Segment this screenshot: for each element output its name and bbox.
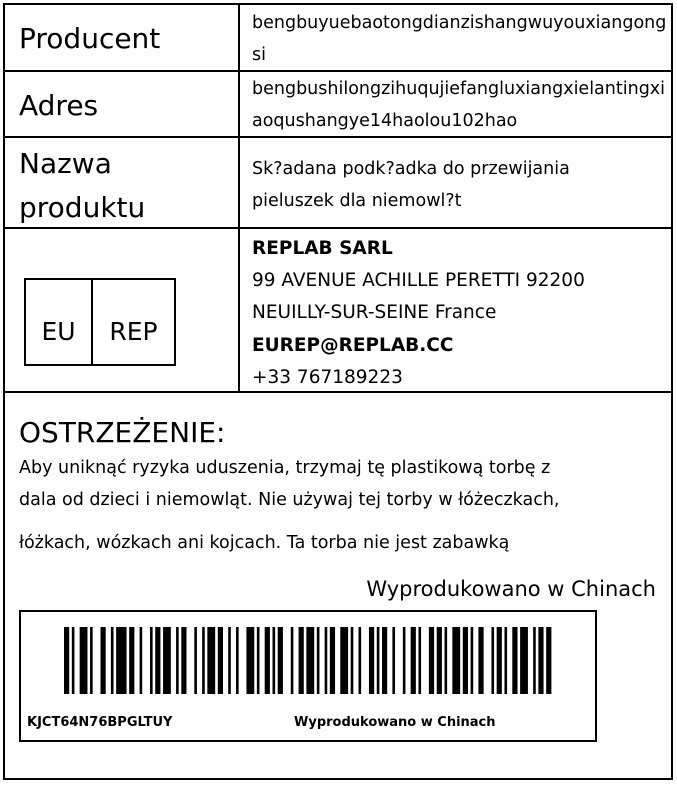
product-name-label-line1: Nazwa <box>19 147 112 180</box>
barcode-bar <box>351 627 354 694</box>
barcode-bar <box>330 627 335 694</box>
barcode-bar <box>463 627 468 694</box>
barcode-bar <box>278 627 283 694</box>
barcode-bar <box>437 627 442 694</box>
eu-rep-badge <box>24 278 176 366</box>
barcode-bar <box>181 627 186 694</box>
eu-rep-street: 99 AVENUE ACHILLE PERETTI 92200 <box>252 270 585 291</box>
barcode-bar <box>546 627 551 694</box>
barcode-bar <box>359 627 362 694</box>
eu-rep-badge-rep: REP <box>109 317 158 346</box>
barcode-bar <box>392 627 395 694</box>
barcode-bar <box>207 627 215 694</box>
address-label: Adres <box>19 89 99 122</box>
barcode-bar <box>72 627 75 694</box>
barcode-bar <box>382 627 387 694</box>
barcode-bar <box>340 627 348 694</box>
column-divider <box>238 5 240 393</box>
made-in-text: Wyprodukowano w Chinach <box>366 577 656 601</box>
barcode-bar <box>377 627 380 694</box>
barcode-bar <box>265 627 270 694</box>
warning-title: OSTRZEŻENIE: <box>19 416 226 449</box>
barcode-image <box>64 627 554 694</box>
eu-rep-company: REPLAB SARL <box>252 238 393 259</box>
eu-rep-phone: +33 767189223 <box>252 367 403 388</box>
barcode-bar <box>325 627 328 694</box>
barcode-bar <box>155 627 160 694</box>
barcode-bar <box>291 627 294 694</box>
barcode-bar <box>176 627 179 694</box>
barcode-bar <box>317 627 320 694</box>
warning-line-2: dala od dzieci i niemowląt. Nie używaj tej torby w łóżeczkach, <box>19 490 560 510</box>
barcode-bar <box>80 627 88 694</box>
barcode-bar <box>163 627 171 694</box>
barcode-bar <box>236 627 239 694</box>
warning-line-1: Aby uniknąć ryzyka uduszenia, trzymaj tę plastikową torbę z <box>19 458 551 478</box>
product-label <box>3 3 673 780</box>
eu-rep-badge-eu: EU <box>26 280 93 364</box>
address-value: bengbushilongzihuqujiefangluxiangxielantingxiaoqushangye14haolou102hao <box>252 79 666 131</box>
barcode-bar <box>452 627 460 694</box>
barcode-bar <box>194 627 197 694</box>
eu-rep-city: NEUILLY-SUR-SEINE France <box>252 302 497 323</box>
barcode-bar <box>471 627 474 694</box>
barcode-bar <box>478 627 483 694</box>
warning-line-3: łóżkach, wózkach ani kojcach. Ta torba nie jest zabawką <box>19 533 510 553</box>
product-name-value: Sk?adana podk?adka do przewijania pieluszek dla niemowl?t <box>252 159 570 211</box>
barcode-bar <box>273 627 276 694</box>
barcode-bar <box>140 627 143 694</box>
eu-rep-email: EUREP@REPLAB.CC <box>252 335 454 356</box>
barcode-box <box>19 610 597 742</box>
barcode-made-in: Wyprodukowano w Chinach <box>294 715 496 730</box>
barcode-code: KJCT64N76BPGLTUY <box>27 715 173 730</box>
barcode-bar <box>497 627 502 694</box>
product-name-label-line2: produktu <box>19 191 146 224</box>
barcode-bar <box>299 627 304 694</box>
barcode-bar <box>429 627 434 694</box>
barcode-bar <box>418 627 421 694</box>
barcode-bar <box>129 627 134 694</box>
barcode-bar <box>90 627 93 694</box>
barcode-bar <box>520 627 528 694</box>
barcode-bar <box>111 627 114 694</box>
barcode-bar <box>116 627 126 694</box>
barcode-bar <box>403 627 406 694</box>
barcode-bar <box>228 627 231 694</box>
barcode-bar <box>369 627 374 694</box>
barcode-bar <box>538 627 543 694</box>
barcode-bar <box>411 627 416 694</box>
barcode-bar <box>445 627 448 694</box>
barcode-bar <box>533 627 536 694</box>
barcode-bar <box>64 627 69 694</box>
producer-value: bengbuyuebaotongdianzishangwuyouxiangongsi <box>252 13 667 65</box>
barcode-bar <box>504 627 507 694</box>
barcode-bar <box>150 627 153 694</box>
barcode-bar <box>306 627 314 694</box>
barcode-bar <box>202 627 205 694</box>
barcode-bar <box>218 627 223 694</box>
producer-label: Producent <box>19 22 161 55</box>
barcode-bar <box>257 627 260 694</box>
barcode-bar <box>512 627 517 694</box>
barcode-bar <box>246 627 254 694</box>
barcode-bar <box>491 627 494 694</box>
barcode-bar <box>100 627 105 694</box>
